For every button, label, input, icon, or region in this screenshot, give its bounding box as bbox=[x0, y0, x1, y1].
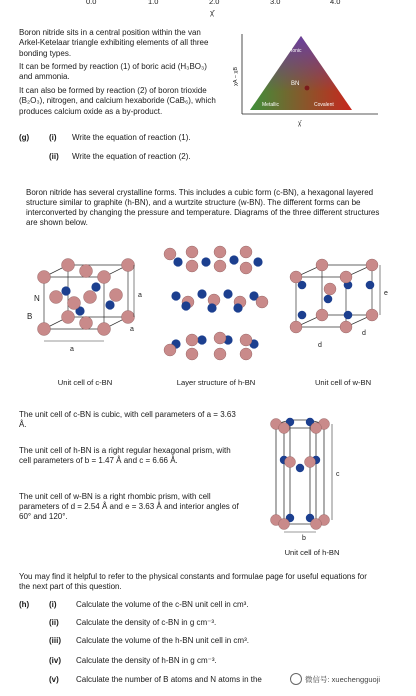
watermark-text: 微信号: xuechengguoji bbox=[305, 674, 381, 684]
question-h-i bbox=[19, 600, 249, 610]
sub-question-text: Calculate the number of B atoms and N atoms in the bbox=[76, 675, 262, 684]
intro-paragraph-1: Boron nitride sits in a central position within the van Arkel-Ketelaar triangle exhibiting elements of all three bonding types. bbox=[19, 28, 209, 58]
x-axis-label: χ̄ bbox=[298, 121, 302, 127]
sub-question-text: Write the equation of reaction (2). bbox=[72, 152, 191, 161]
crystalline-forms-paragraph: Boron nitride has several crystalline forms. This includes a cubic form (c-BN), a hexagonal layered structure similar to graphite (h-BN), and a wurtzite structure (w-BN). The different forms can be interconverted by changing the pressure and temperature. Diagrams of the three different structures are shown below. bbox=[26, 188, 380, 227]
hbn-c-label: c bbox=[336, 471, 340, 478]
sub-question-text: Calculate the density of h-BN in g cm⁻³. bbox=[76, 656, 217, 665]
sub-question-label: (v) bbox=[49, 675, 59, 684]
question-h-ii bbox=[49, 618, 216, 628]
sub-question-label: (iii) bbox=[49, 636, 61, 645]
bn-point bbox=[305, 86, 310, 91]
sub-question-label: (i) bbox=[49, 133, 57, 142]
wbn-caption: Unit cell of w-BN bbox=[314, 378, 372, 387]
hbn-caption: Layer structure of h-BN bbox=[176, 378, 256, 387]
axis-tick-4: 4.0 bbox=[330, 0, 341, 6]
hbn-layer-diagram bbox=[162, 240, 270, 370]
axis-tick-0: 0.0 bbox=[86, 0, 97, 6]
sub-question-text: Calculate the volume of the c-BN unit cell in cm³. bbox=[76, 600, 249, 609]
hbn-b-label: b bbox=[302, 535, 306, 540]
cbn-a-depth: a bbox=[130, 326, 134, 333]
label-B: B bbox=[27, 312, 33, 321]
wbn-d-bottom: d bbox=[318, 342, 322, 349]
question-number: (h) bbox=[19, 600, 30, 609]
axis-tick-3: 3.0 bbox=[270, 0, 281, 6]
sub-question-text: Calculate the density of c-BN in g cm⁻³. bbox=[76, 618, 217, 627]
cbn-unit-cell-diagram bbox=[30, 255, 150, 355]
sub-question-text: Calculate the volume of the h-BN unit cell in cm³. bbox=[76, 636, 249, 645]
question-g-i bbox=[19, 133, 191, 143]
hbn-unit-cell-caption: Unit cell of h-BN bbox=[284, 548, 340, 557]
hbn-layer-top bbox=[164, 246, 263, 274]
sub-question-label: (i) bbox=[49, 600, 57, 609]
hbn-unit-cell-diagram bbox=[264, 414, 354, 540]
wbn-e-label: e bbox=[384, 290, 388, 297]
cbn-caption: Unit cell of c-BN bbox=[57, 378, 113, 387]
wbn-unit-cell-text: The unit cell of w-BN is a right rhombic prism, with cell parameters of d = 2.54 Å and e = 3.63 Å and interior angles of 60° and 120°. bbox=[19, 492, 239, 521]
question-g-ii bbox=[49, 152, 191, 162]
helpful-note: You may find it helpful to refer to the physical constants and formulae page for useful equations for the next part of this question. bbox=[19, 572, 367, 591]
wbn-unit-cell-diagram bbox=[288, 255, 400, 355]
hbn-layer-middle bbox=[171, 289, 268, 312]
sub-question-label: (ii) bbox=[49, 152, 59, 161]
question-h-iv bbox=[49, 656, 217, 666]
y-axis-label: χA − χB bbox=[233, 66, 239, 86]
question-number: (g) bbox=[19, 133, 30, 142]
ionic-label: Ionic bbox=[291, 48, 302, 54]
hbn-layer-bottom bbox=[164, 332, 259, 360]
wbn-d-depth: d bbox=[362, 330, 366, 337]
axis-xlabel: χ̄ bbox=[210, 8, 214, 17]
cbn-a-bottom: a bbox=[70, 346, 74, 353]
watermark bbox=[288, 673, 380, 685]
wechat-icon bbox=[290, 673, 302, 685]
van-arkel-ketelaar-triangle bbox=[228, 30, 388, 130]
intro-paragraph-2: It can be formed by reaction (1) of boric acid (H₃BO₃) and ammonia. bbox=[19, 62, 207, 82]
bn-label: BN bbox=[291, 81, 300, 87]
question-h-v bbox=[49, 675, 262, 685]
sub-question-text: Write the equation of reaction (1). bbox=[72, 133, 191, 142]
question-h-iii bbox=[49, 636, 249, 646]
label-N: N bbox=[34, 294, 40, 303]
axis-tick-2: 2.0 bbox=[209, 0, 220, 6]
cbn-a-side: a bbox=[138, 292, 142, 299]
intro-paragraph-3: It can also be formed by reaction (2) of boron trioxide (B₂O₃), nitrogen, and calcium hexaboride (CaB₆), which produces calcium oxide as a by-product. bbox=[19, 86, 216, 116]
covalent-label: Covalent bbox=[314, 102, 334, 108]
axis-tick-1: 1.0 bbox=[148, 0, 159, 6]
sub-question-label: (iv) bbox=[49, 656, 61, 665]
metallic-label: Metallic bbox=[262, 102, 279, 108]
sub-question-label: (ii) bbox=[49, 618, 59, 627]
cbn-unit-cell-text: The unit cell of c-BN is cubic, with cell parameters of a = 3.63 Å. bbox=[19, 410, 236, 429]
hbn-unit-cell-text: The unit cell of h-BN is a right regular hexagonal prism, with cell parameters of b = 1.47 Å and c = 6.66 Å. bbox=[19, 446, 231, 465]
